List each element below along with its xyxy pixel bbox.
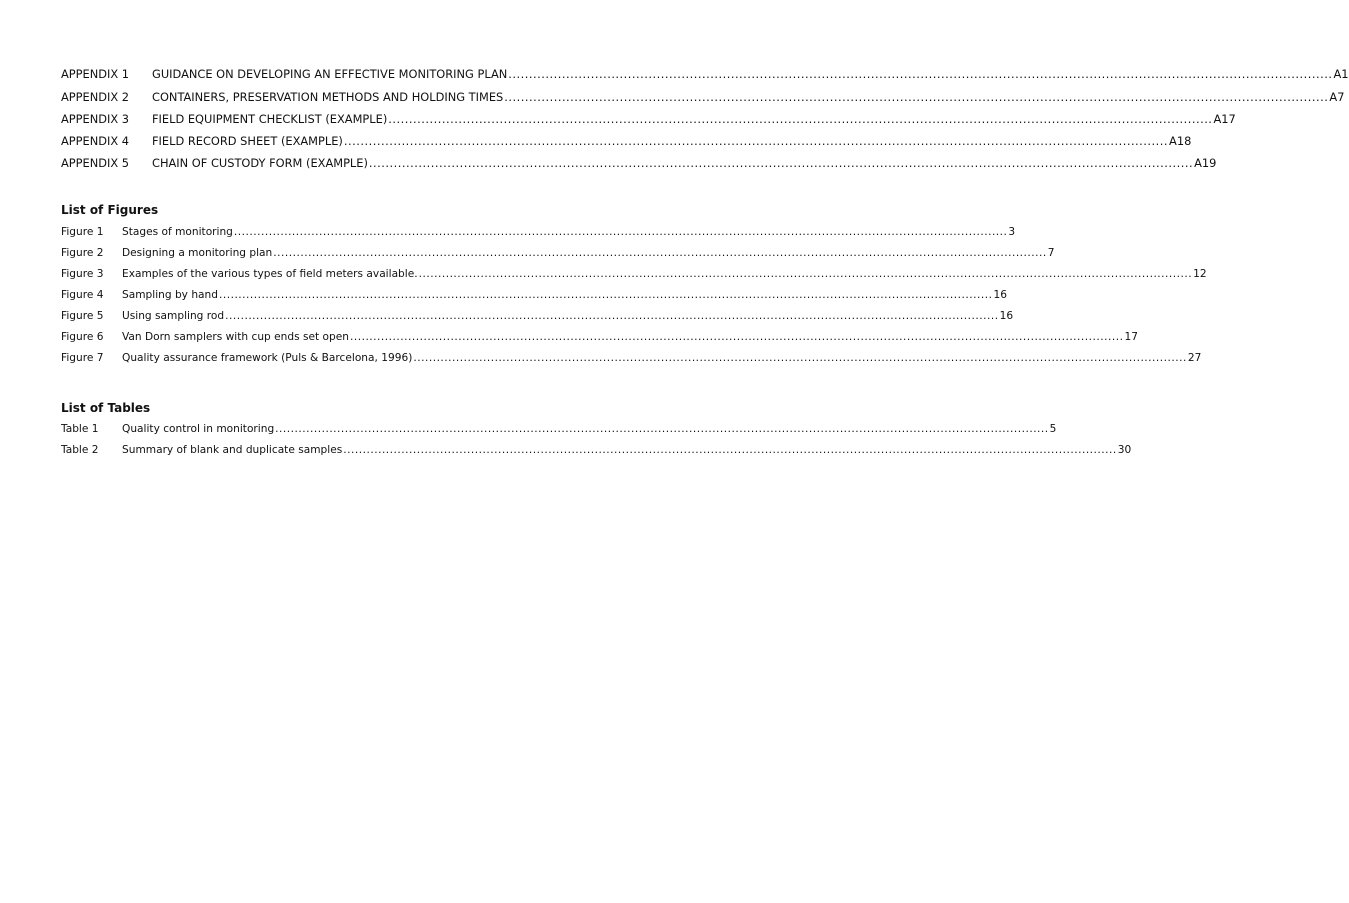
appendix-label: APPENDIX 1 <box>61 67 130 81</box>
figure-entry[interactable] <box>61 310 1014 322</box>
dot-leader: ........................................................................................................................................................................................................ <box>225 310 999 322</box>
dot-leader: ........................................................................................................................................................................................................ <box>508 67 1333 81</box>
appendix-entry[interactable] <box>61 112 1236 126</box>
figure-title: Quality assurance framework (Puls & Barcelona, 1996) <box>122 352 413 364</box>
appendix-page-number: A7 <box>1329 90 1345 104</box>
dot-leader: ........................................................................................................................................................................................................ <box>418 268 1193 280</box>
figure-label: Figure 1 <box>61 226 104 238</box>
table-page-number: 30 <box>1117 444 1132 456</box>
dot-leader: ........................................................................................................................................................................................................ <box>504 90 1329 104</box>
appendix-title: GUIDANCE ON DEVELOPING AN EFFECTIVE MONITORING PLAN <box>152 67 508 81</box>
figure-entry[interactable] <box>61 331 1138 343</box>
appendix-entry[interactable] <box>61 67 1349 81</box>
appendix-title: FIELD RECORD SHEET (EXAMPLE) <box>152 134 343 148</box>
figure-label: Figure 7 <box>61 352 104 364</box>
figure-label: Figure 3 <box>61 268 104 280</box>
dot-leader: ........................................................................................................................................................................................................ <box>388 112 1213 126</box>
figure-page-number: 7 <box>1047 247 1055 259</box>
dot-leader: ........................................................................................................................................................................................................ <box>218 289 993 301</box>
figure-title: Examples of the various types of field meters available. <box>122 268 418 280</box>
appendix-page-number: A17 <box>1213 112 1236 126</box>
list-of-tables-heading: List of Tables <box>61 401 151 415</box>
figure-page-number: 17 <box>1124 331 1138 343</box>
figure-title: Using sampling rod <box>122 310 225 322</box>
figure-entry[interactable] <box>61 268 1207 280</box>
figure-page-number: 16 <box>999 310 1014 322</box>
appendix-page-number: A1 <box>1333 67 1349 81</box>
figure-title: Sampling by hand <box>122 289 218 301</box>
appendix-entry[interactable] <box>61 90 1345 104</box>
figure-entry[interactable] <box>61 247 1055 259</box>
table-title: Quality control in monitoring <box>122 423 275 435</box>
list-of-figures-heading: List of Figures <box>61 203 159 217</box>
figure-entry[interactable] <box>61 226 1016 238</box>
table-label: Table 2 <box>61 444 99 456</box>
appendix-title: FIELD EQUIPMENT CHECKLIST (EXAMPLE) <box>152 112 388 126</box>
dot-leader: ........................................................................................................................................................................................................ <box>413 352 1187 364</box>
figure-title: Designing a monitoring plan <box>122 247 273 259</box>
table-page-number: 5 <box>1049 423 1057 435</box>
figure-label: Figure 5 <box>61 310 104 322</box>
appendix-label: APPENDIX 3 <box>61 112 130 126</box>
figure-label: Figure 4 <box>61 289 104 301</box>
dot-leader: ........................................................................................................................................................................................................ <box>233 226 1008 238</box>
dot-leader: ........................................................................................................................................................................................................ <box>273 247 1047 259</box>
table-entry[interactable] <box>61 444 1132 456</box>
figure-page-number: 16 <box>993 289 1007 301</box>
figure-title: Van Dorn samplers with cup ends set open <box>122 331 349 343</box>
appendix-page-number: A19 <box>1194 156 1217 170</box>
figure-entry[interactable] <box>61 289 1007 301</box>
appendix-label: APPENDIX 4 <box>61 134 130 148</box>
figure-entry[interactable] <box>61 352 1202 364</box>
appendix-title: CHAIN OF CUSTODY FORM (EXAMPLE) <box>152 156 368 170</box>
table-title: Summary of blank and duplicate samples <box>122 444 343 456</box>
figure-title: Stages of monitoring <box>122 226 233 238</box>
dot-leader: ........................................................................................................................................................................................................ <box>343 134 1169 148</box>
table-label: Table 1 <box>61 423 99 435</box>
dot-leader: ........................................................................................................................................................................................................ <box>343 444 1117 456</box>
dot-leader: ........................................................................................................................................................................................................ <box>349 331 1124 343</box>
appendix-label: APPENDIX 5 <box>61 156 130 170</box>
appendix-label: APPENDIX 2 <box>61 90 130 104</box>
dot-leader: ........................................................................................................................................................................................................ <box>275 423 1049 435</box>
figure-label: Figure 2 <box>61 247 104 259</box>
figure-page-number: 3 <box>1008 226 1016 238</box>
appendix-page-number: A18 <box>1169 134 1192 148</box>
appendix-entry[interactable] <box>61 134 1192 148</box>
table-entry[interactable] <box>61 423 1057 435</box>
dot-leader: ........................................................................................................................................................................................................ <box>368 156 1194 170</box>
appendix-entry[interactable] <box>61 156 1217 170</box>
figure-label: Figure 6 <box>61 331 104 343</box>
figure-page-number: 12 <box>1193 268 1207 280</box>
figure-page-number: 27 <box>1187 352 1202 364</box>
appendix-title: CONTAINERS, PRESERVATION METHODS AND HOLDING TIMES <box>152 90 504 104</box>
